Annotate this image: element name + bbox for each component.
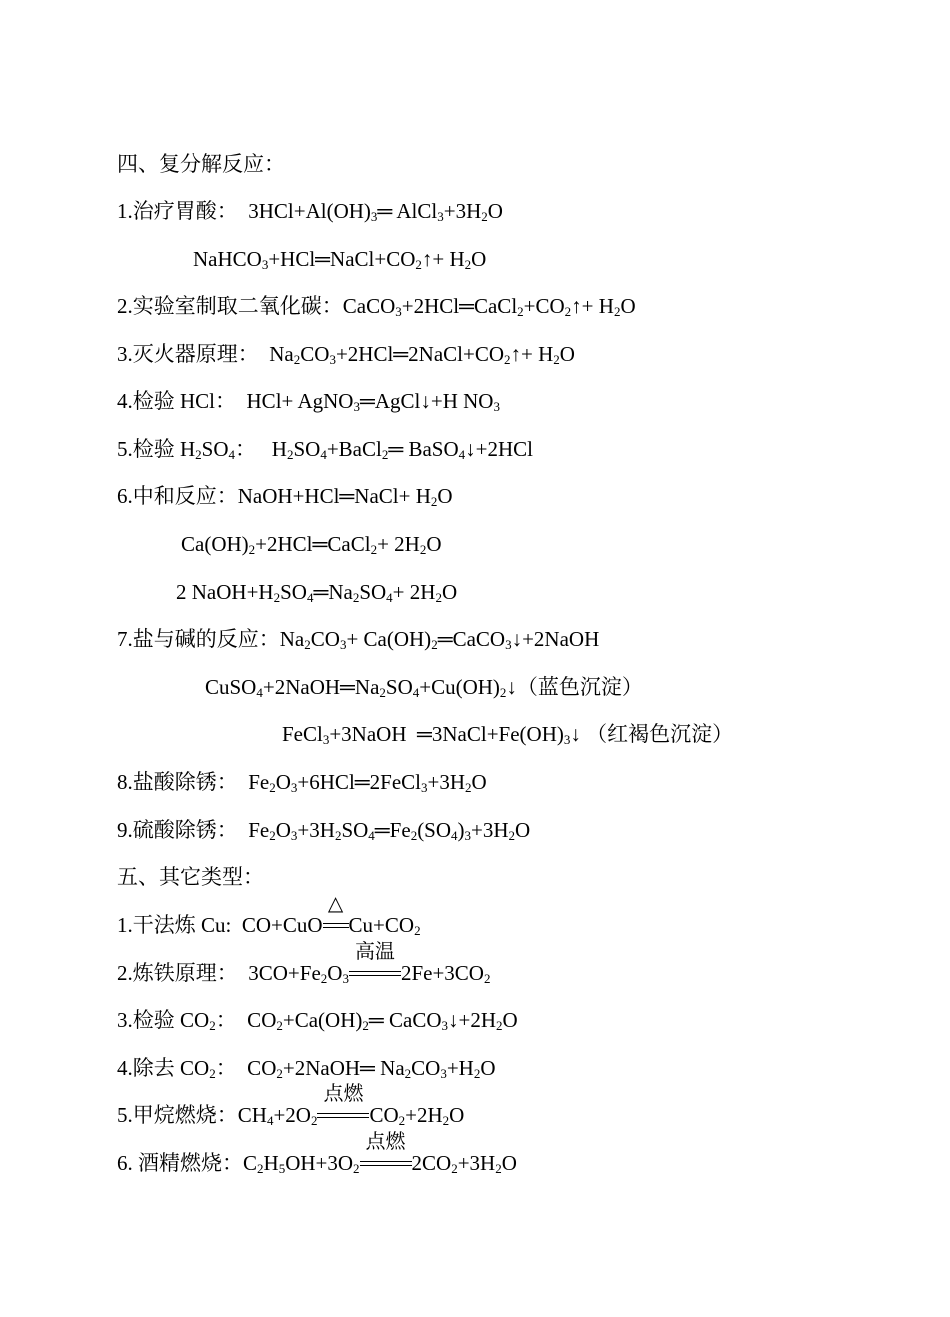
equation-line-8: 8.盐酸除锈： $Fe_2O_3+6HCl═2FeCl_3+3H_2O$ — [117, 770, 487, 795]
reaction-condition-high-temp: 高温 — [349, 963, 401, 984]
equation-line-2: 2.实验室制取二氧化碳：$CaCO_3+2HCl═CaCl_2+CO_2↑+ H_2O$ — [117, 294, 636, 319]
equation-line-6b: $Ca(OH)_2+2HCl═CaCl_2+ 2H_2O$ — [181, 532, 442, 557]
equation-line-3: 3.灭火器原理： $Na_2CO_3+2HCl═2NaCl+CO_2↑+ H_2O$ — [117, 342, 575, 367]
equation-line-4: 4.检验 HCl： HCl+ AgNO$_3$═AgCl↓+H $NO_3$ — [117, 389, 500, 414]
equation-line-7: 7.盐与碱的反应：$Na_2CO_3+$ $Ca(OH)_2═CaCO_3↓+2NaOH$ — [117, 627, 600, 652]
equation-line-1b: $NaHCO_3+HCl═NaCl+CO_2↑+ H_2O$ — [193, 247, 487, 272]
equation-line-m4: 4.除去 $CO_2$： $CO_2+2NaOH═$ $Na_2CO_3+H_2O$ — [117, 1056, 496, 1081]
section-heading-other-types: 五、其它类型： — [117, 865, 264, 889]
reaction-condition-ignite-2: 点燃 — [360, 1153, 412, 1174]
equation-line-5: 5.检验 $H_2SO_4$： $H_2SO_4+BaCl_2═$ BaSO$_4$↓+2HCl — [117, 437, 533, 462]
equation-line-m3: 3.检验 $CO_2$： $CO_2+Ca(OH)_2═$ $CaCO_3↓+2H_2O$ — [117, 1008, 518, 1033]
equation-line-1: 1.治疗胃酸： $3HCl+Al(OH)_3═$ $AlCl_3+3H_2O$ — [117, 199, 503, 224]
equation-line-7c: FeCl$_3$+3NaOH $═3NaCl+Fe(OH)_3↓$ （红褐色沉淀） — [282, 722, 734, 747]
equation-line-6c: 2 $NaOH+H_2SO_4═Na_2SO_4+ 2H_2O$ — [176, 580, 458, 605]
equation-line-m2: 2.炼铁原理： $3CO+Fe_2O_3$ 高温 $2Fe+3CO_2$ — [117, 941, 491, 986]
equation-line-6: 6.中和反应：NaOH+HCl═NaCl+ $H_2O$ — [117, 484, 453, 509]
reaction-condition-ignite: 点燃 — [317, 1105, 369, 1126]
equation-line-m5: 5.甲烷燃烧：$CH_4+2O_2$ 点燃 $CO_2+2H_2O$ — [117, 1083, 465, 1128]
equation-line-m1: 1.干法炼 Cu: CO+CuO △ $Cu+CO_2$ — [117, 893, 421, 938]
equation-line-9: 9.硫酸除锈： $Fe_2O_3+3H_2SO_4═Fe_2(SO_4)_3+3H_2O$ — [117, 818, 531, 843]
equation-line-m6: 6. 酒精燃烧：$C_2H_5OH+3O_2$ 点燃 $2CO_2+3H_2O$ — [117, 1131, 517, 1176]
equation-line-7b: $CuSO_4+2NaOH═Na_2SO_4+Cu(OH)_2↓$（蓝色沉淀） — [205, 675, 643, 700]
reaction-condition-heat: △ — [323, 915, 349, 936]
section-heading-double-decomposition: 四、复分解反应： — [117, 152, 285, 176]
